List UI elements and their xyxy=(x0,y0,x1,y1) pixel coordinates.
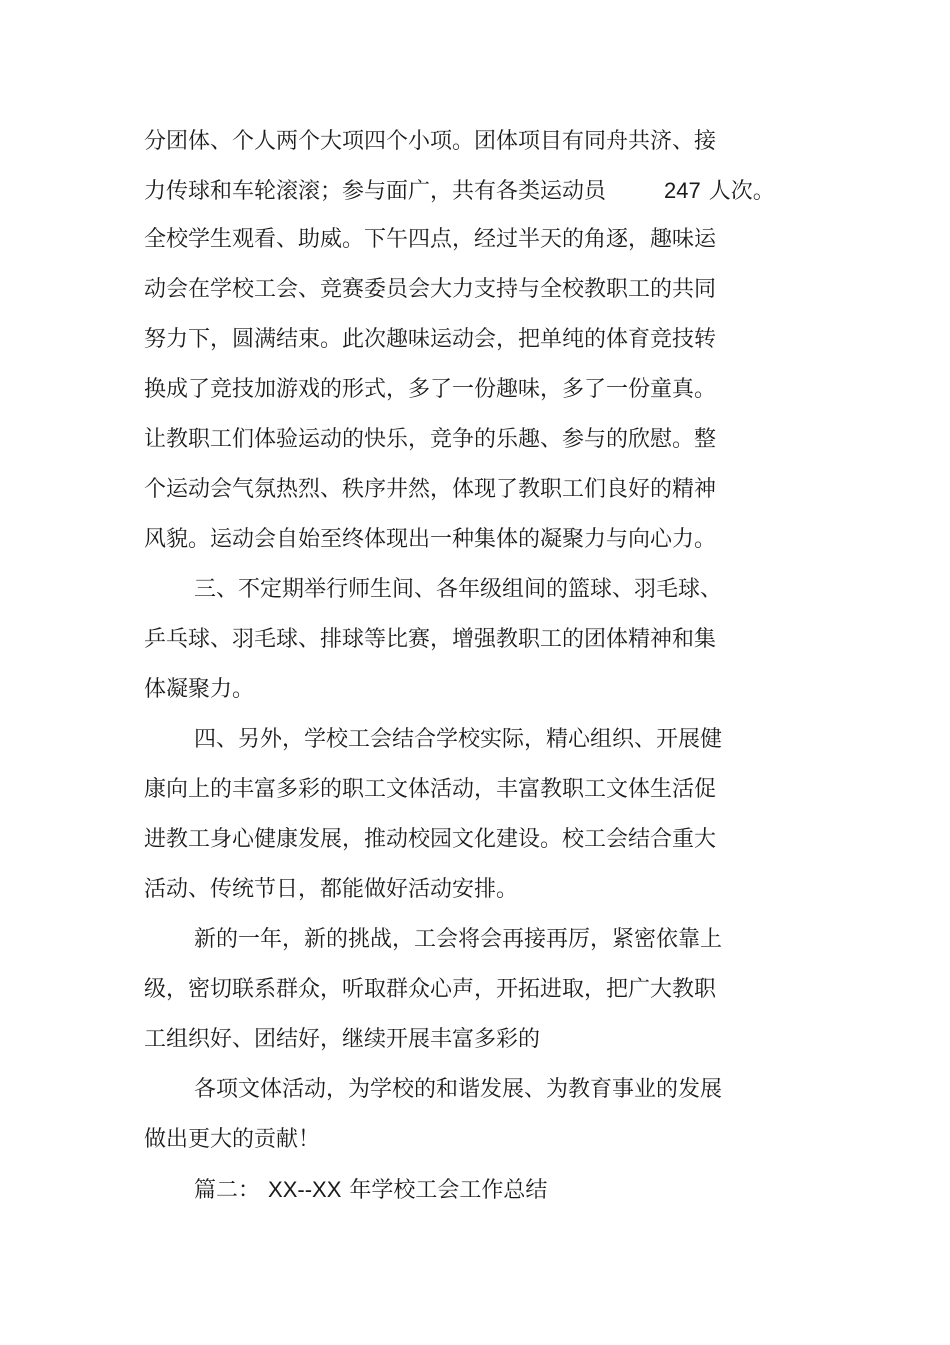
text-line xyxy=(144,173,775,209)
text-segment: 人次。 xyxy=(708,179,775,204)
text-line: 进教工身心健康发展，推动校园文化建设。校工会结合重大 xyxy=(144,827,717,852)
athlete-count: 247 xyxy=(664,178,701,203)
heading-prefix: 篇二： xyxy=(194,1178,261,1203)
paragraph-start: 新的一年，新的挑战，工会将会再接再厉，紧密依靠上 xyxy=(194,927,723,952)
heading-year: XX--XX xyxy=(268,1177,342,1202)
text-line: 个运动会气氛热烈、秩序井然，体现了教职工们良好的精神 xyxy=(144,477,717,502)
text-line: 康向上的丰富多彩的职工文体活动，丰富教职工文体生活促 xyxy=(144,777,717,802)
section-heading xyxy=(194,1172,547,1208)
text-line: 活动、传统节日，都能做好活动安排。 xyxy=(144,877,519,902)
text-line: 分团体、个人两个大项四个小项。团体项目有同舟共济、接 xyxy=(144,129,717,154)
paragraph-start: 各项文体活动，为学校的和谐发展、为教育事业的发展 xyxy=(194,1077,723,1102)
text-line: 级，密切联系群众，听取群众心声，开拓进取，把广大教职 xyxy=(144,977,717,1002)
text-line: 做出更大的贡献！ xyxy=(144,1127,321,1152)
text-line: 风貌。运动会自始至终体现出一种集体的凝聚力与向心力。 xyxy=(144,527,717,552)
text-line: 乒乓球、羽毛球、排球等比赛，增强教职工的团体精神和集 xyxy=(144,627,717,652)
text-line: 动会在学校工会、竞赛委员会大力支持与全校教职工的共同 xyxy=(144,277,717,302)
text-line: 让教职工们体验运动的快乐，竞争的乐趣、参与的欣慰。整 xyxy=(144,427,717,452)
text-line: 努力下，圆满结束。此次趣味运动会，把单纯的体育竞技转 xyxy=(144,327,717,352)
text-segment: 力传球和车轮滚滚；参与面广，共有各类运动员 xyxy=(144,179,607,204)
heading-title: 年学校工会工作总结 xyxy=(349,1178,548,1203)
text-line: 工组织好、团结好，继续开展丰富多彩的 xyxy=(144,1027,541,1052)
text-line: 体凝聚力。 xyxy=(144,677,255,702)
text-line: 换成了竞技加游戏的形式，多了一份趣味，多了一份童真。 xyxy=(144,377,717,402)
paragraph-start: 四、另外，学校工会结合学校实际，精心组织、开展健 xyxy=(194,727,723,752)
text-line: 全校学生观看、助威。下午四点，经过半天的角逐，趣味运 xyxy=(144,227,717,252)
paragraph-start: 三、不定期举行师生间、各年级组间的篮球、羽毛球、 xyxy=(194,577,723,602)
